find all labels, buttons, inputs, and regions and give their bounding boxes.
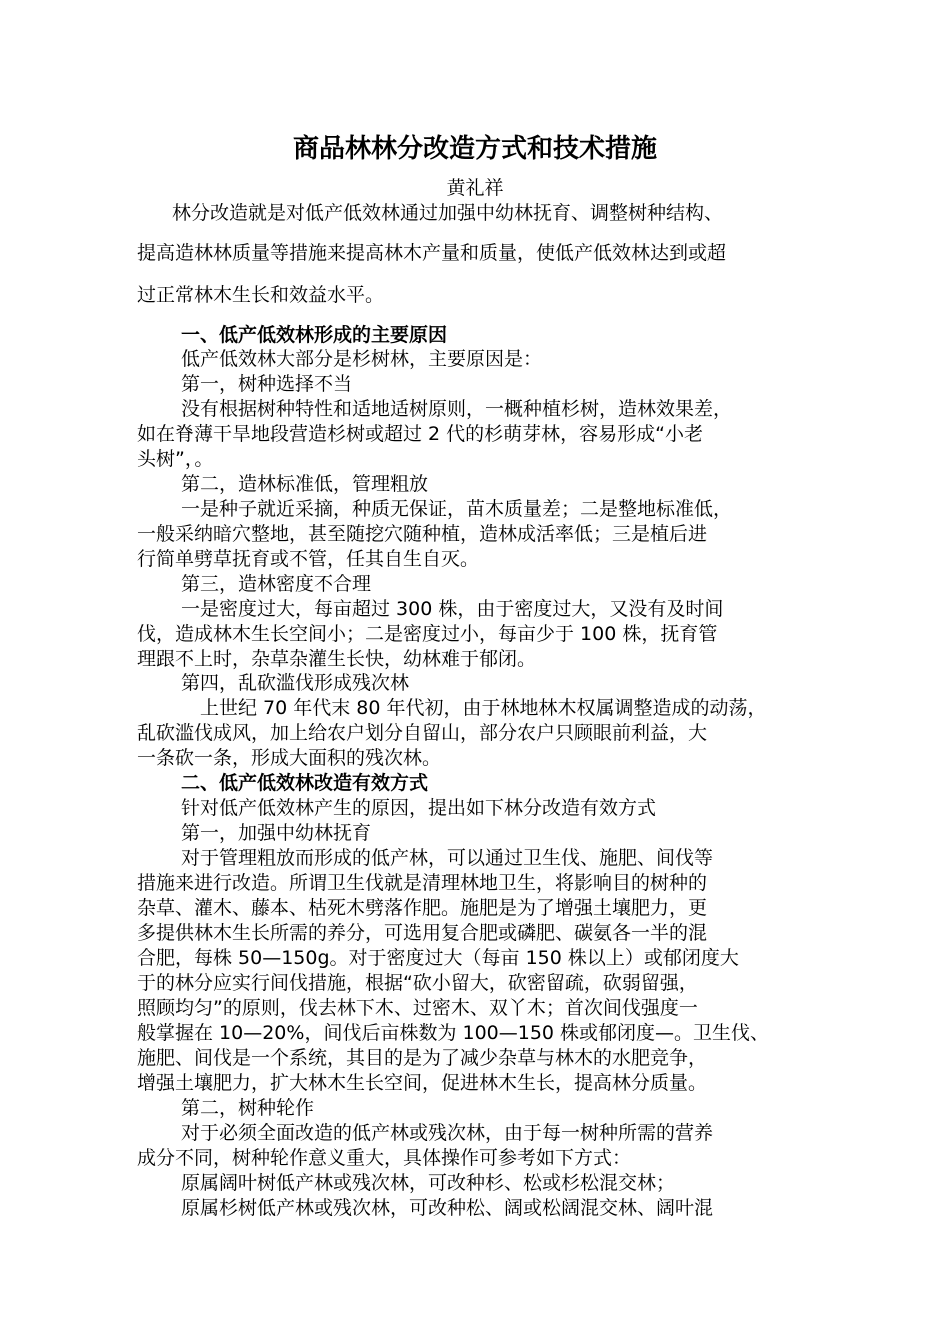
paragraph-line: 上世纪 70 年代末 80 年代初，由于林地林木权属调整造成的动荡，: [200, 697, 767, 719]
paragraph-line: 一般采纳暗穴整地，甚至随挖穴随种植，造林成活率低；三是植后进: [137, 523, 708, 545]
paragraph-line: 般掌握在 10—20%，间伐后亩株数为 100—150 株或郁闭度—。卫生伐、: [137, 1022, 770, 1044]
paragraph-line: 施肥、间伐是一个系统，其目的是为了减少杂草与林木的水肥竞争，: [137, 1047, 708, 1069]
paragraph-line: 行简单劈草抚育或不管，任其自生自灭。: [137, 548, 480, 570]
subsection-heading: 第二，树种轮作: [181, 1097, 315, 1119]
paragraph-line: 头树”，。: [137, 448, 214, 470]
subsection-heading: 第二，造林标准低，管理粗放: [181, 473, 429, 495]
paragraph-line: 原属阔叶树低产林或残次林，可改种杉、松或杉松混交林；: [181, 1172, 676, 1194]
paragraph-line: 针对低产低效林产生的原因，提出如下林分改造有效方式: [181, 797, 657, 819]
paragraph-line: 对于管理粗放而形成的低产林，可以通过卫生伐、施肥、间伐等: [181, 847, 714, 869]
section-heading: 二、低产低效林改造有效方式: [181, 772, 429, 794]
paragraph-line: 措施来进行改造。所谓卫生伐就是清理林地卫生，将影响目的树种的: [137, 872, 708, 894]
paragraph-line: 一条砍一条，形成大面积的残次林。: [137, 747, 442, 769]
paragraph-line: 乱砍滥伐成风，加上给农户划分自留山，部分农户只顾眼前利益，大: [137, 722, 708, 744]
subsection-heading: 第一，加强中幼林抚育: [181, 822, 372, 844]
subsection-heading: 第四，乱砍滥伐形成残次林: [181, 672, 410, 694]
paragraph-line: 成分不同，树种轮作意义重大，具体操作可参考如下方式：: [137, 1147, 632, 1169]
paragraph-line: 低产低效林大部分是杉树林，主要原因是：: [181, 348, 543, 370]
paragraph-line: 一是密度过大，每亩超过 300 株，由于密度过大，又没有及时间: [181, 598, 724, 620]
subsection-heading: 第一，树种选择不当: [181, 373, 353, 395]
paragraph-line: 林分改造就是对低产低效林通过加强中幼林抚育、调整树种结构、: [172, 202, 724, 224]
paragraph-line: 理跟不上时，杂草杂灌生长快，幼林难于郁闭。: [137, 648, 537, 670]
paragraph-line: 一是种子就近采摘，种质无保证，苗木质量差；二是整地标准低，: [181, 498, 733, 520]
paragraph-line: 于的林分应实行间伐措施，根据“砍小留大，砍密留疏，砍弱留强，: [137, 972, 698, 994]
paragraph-line: 照顾均匀”的原则，伐去林下木、过密木、双丫木；首次间伐强度一: [137, 997, 698, 1019]
paragraph-line: 原属杉树低产林或残次林，可改种松、阔或松阔混交林、阔叶混: [181, 1197, 714, 1219]
paragraph-line: 提高造林林质量等措施来提高林木产量和质量，使低产低效林达到或超: [137, 242, 727, 264]
paragraph-line: 增强土壤肥力，扩大林木生长空间，促进林木生长，提高林分质量。: [137, 1072, 708, 1094]
document-title: 商品林林分改造方式和技术措施: [292, 134, 657, 164]
paragraph-line: 没有根据树种特性和适地适树原则，一概种植杉树，造林效果差，: [181, 398, 733, 420]
paragraph-line: 杂草、灌木、藤本、枯死木劈落作肥。施肥是为了增强土壤肥力，更: [137, 897, 708, 919]
author-name: 黄礼祥: [446, 177, 504, 199]
paragraph-line: 合肥，每株 50—150g。对于密度过大（每亩 150 株以上）或郁闭度大: [137, 947, 739, 969]
paragraph-line: 多提供林木生长所需的养分，可选用复合肥或磷肥、碳氨各一半的混: [137, 922, 708, 944]
paragraph-line: 过正常林木生长和效益水平。: [137, 284, 385, 306]
section-heading: 一、低产低效林形成的主要原因: [181, 324, 448, 346]
paragraph-line: 伐，造成林木生长空间小；二是密度过小，每亩少于 100 株，抚育管: [137, 623, 718, 645]
paragraph-line: 对于必须全面改造的低产林或残次林，由于每一树种所需的营养: [181, 1122, 714, 1144]
subsection-heading: 第三，造林密度不合理: [181, 573, 372, 595]
paragraph-line: 如在脊薄干旱地段营造杉树或超过 2 代的杉萌芽林，容易形成“小老: [137, 423, 704, 445]
